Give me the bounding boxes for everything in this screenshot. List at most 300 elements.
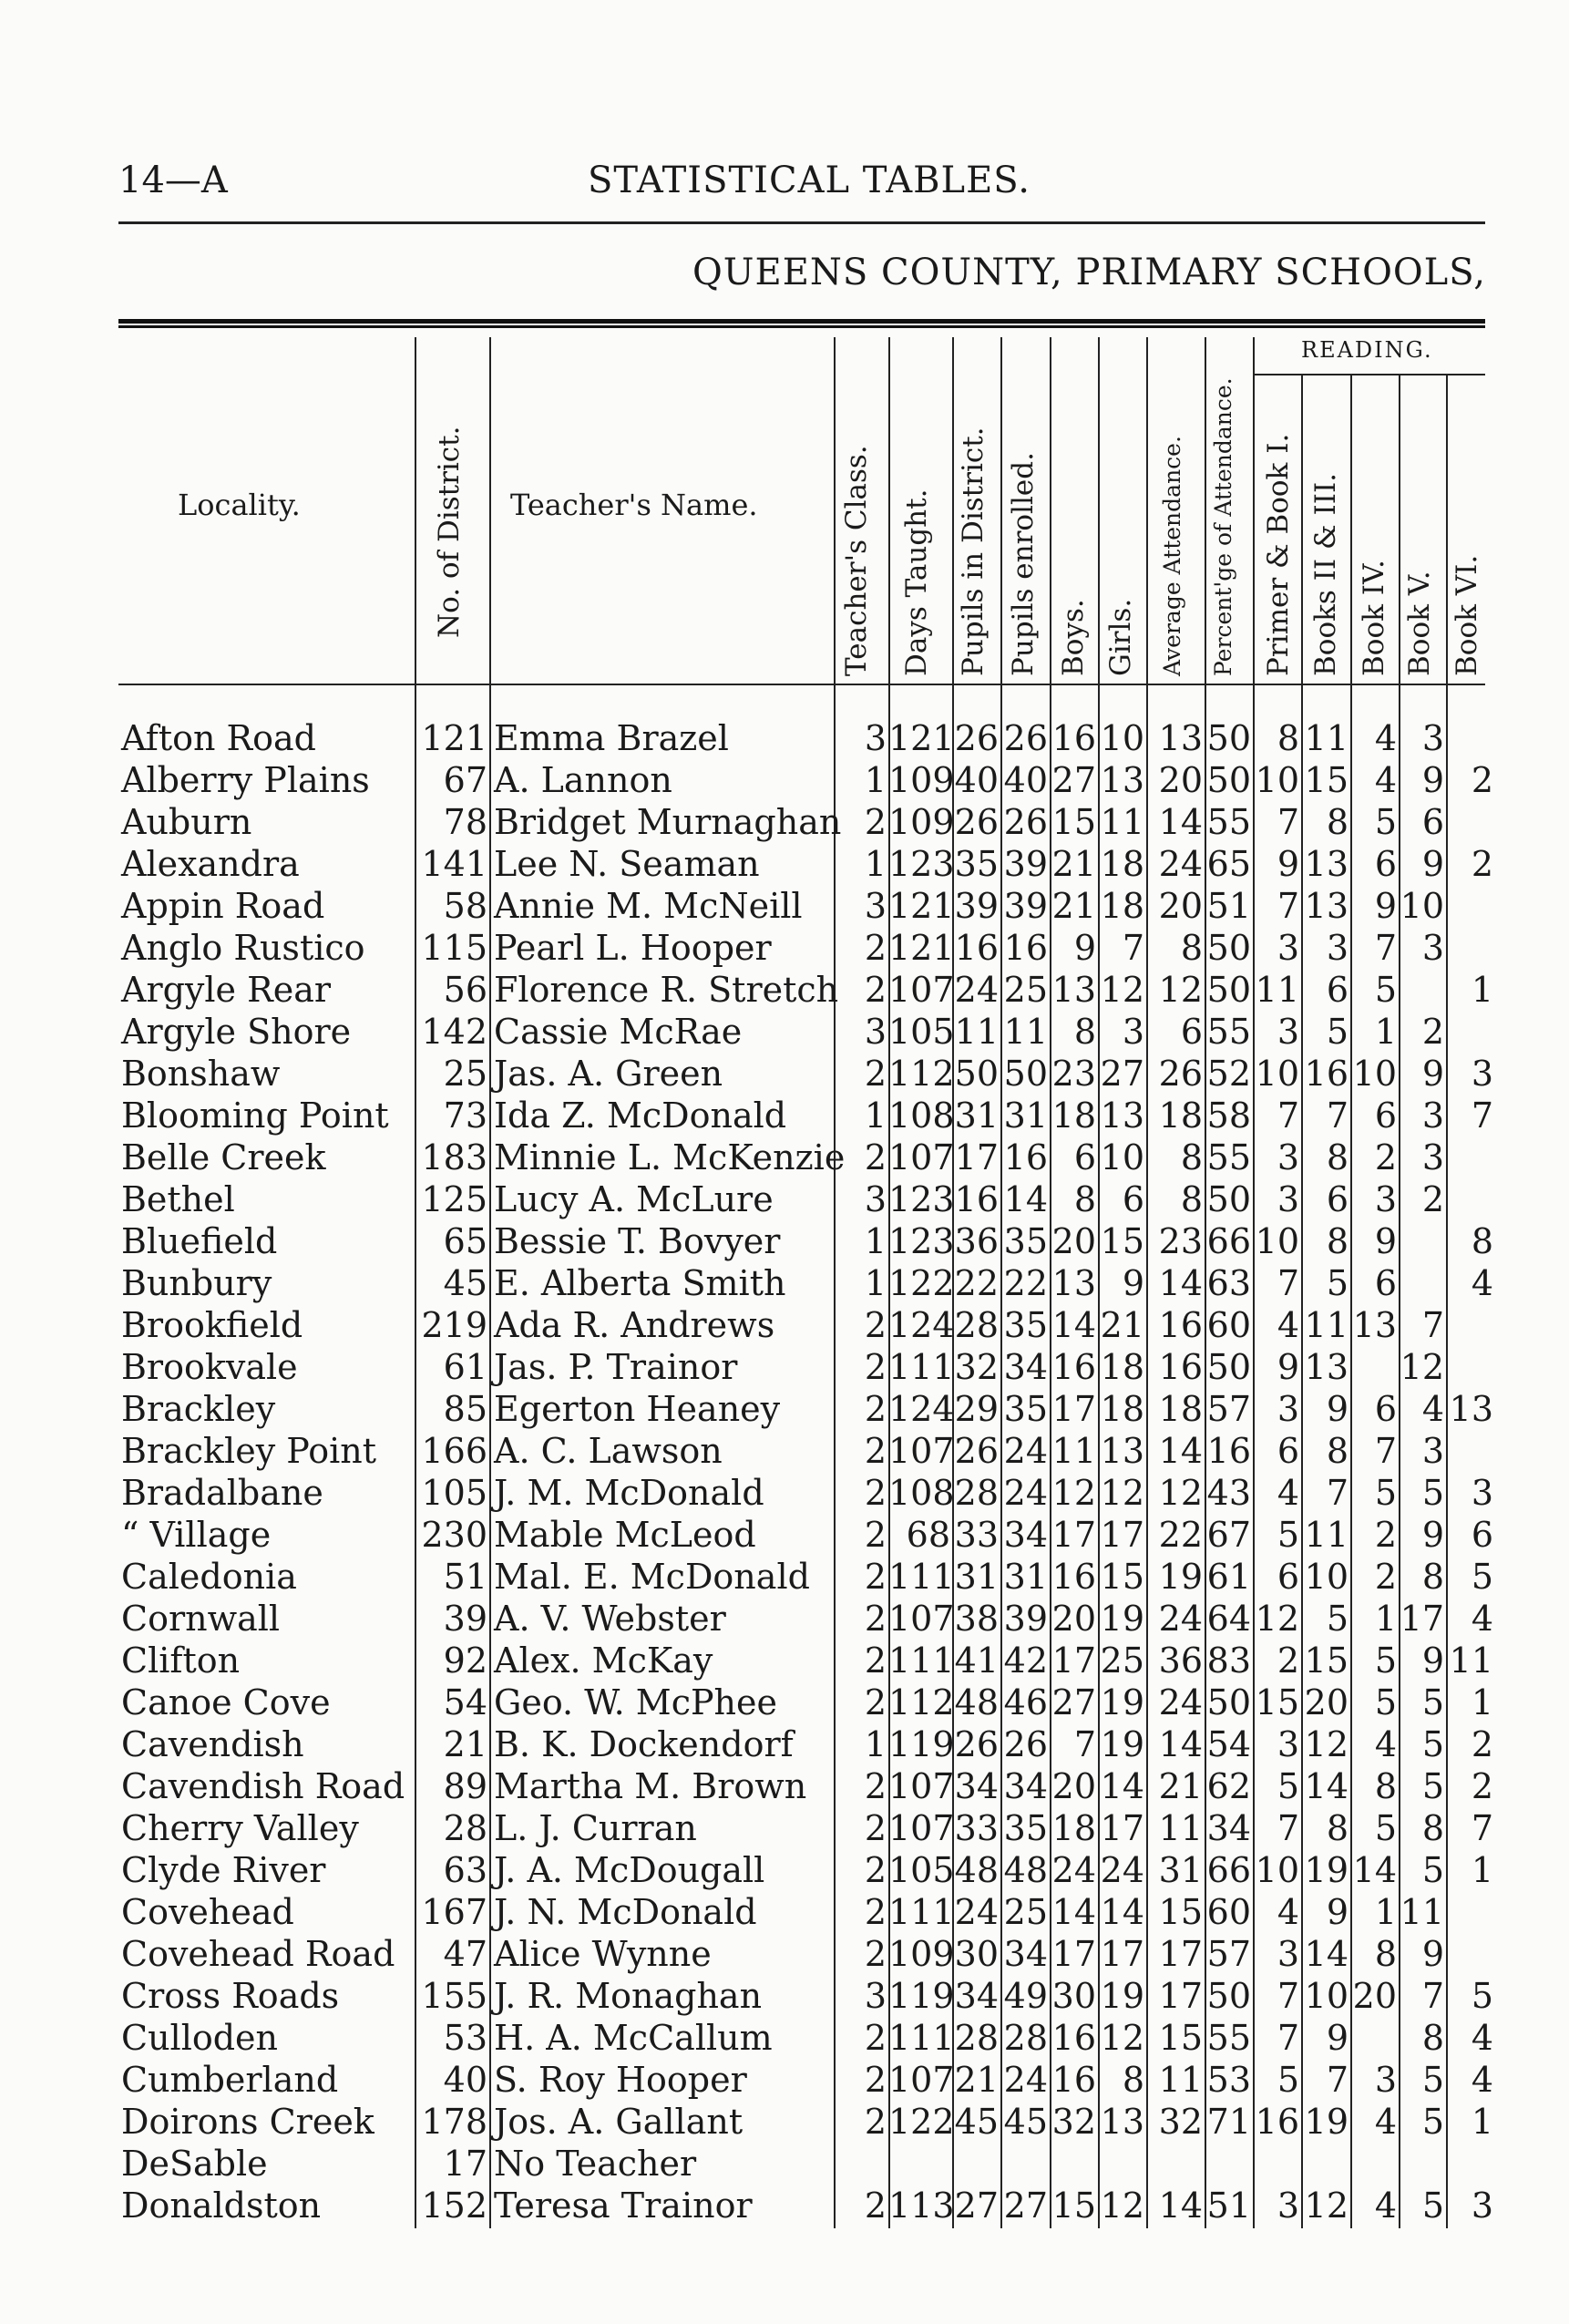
cell-pupils-enrolled: 16 xyxy=(1003,1137,1048,1177)
cell-teacher: J. M. McDonald xyxy=(494,1473,764,1513)
col-header-book-5: Book V. xyxy=(1403,571,1436,676)
cell-days-taught: 112 xyxy=(888,1682,955,1722)
cell-teacher-class: 2 xyxy=(864,1305,887,1345)
cell-pupils-enrolled: 26 xyxy=(1003,1724,1048,1764)
cell-book-4: 7 xyxy=(1374,1431,1397,1471)
cell-days-taught: 121 xyxy=(888,928,955,968)
cell-boys: 20 xyxy=(1051,1221,1096,1261)
cell-district: 40 xyxy=(443,2060,487,2100)
cell-percentage-attendance: 63 xyxy=(1206,1263,1251,1303)
cell-book-5: 9 xyxy=(1421,844,1444,884)
cell-teacher: Ada R. Andrews xyxy=(494,1305,775,1345)
cell-teacher: A. Lannon xyxy=(494,760,672,800)
table-row xyxy=(0,1430,1569,1472)
table-row xyxy=(0,1220,1569,1262)
cell-teacher-class: 2 xyxy=(864,1892,887,1932)
cell-average-attendance: 15 xyxy=(1158,2018,1203,2058)
table-row xyxy=(0,1346,1569,1388)
cell-pupils-district: 24 xyxy=(954,970,999,1010)
cell-pupils-enrolled: 39 xyxy=(1003,844,1048,884)
cell-pupils-district: 36 xyxy=(954,1221,999,1261)
cell-boys: 16 xyxy=(1051,718,1096,758)
cell-average-attendance: 23 xyxy=(1158,1221,1203,1261)
cell-teacher: H. A. McCallum xyxy=(494,2018,773,2058)
cell-books-2-3: 5 xyxy=(1326,1012,1349,1052)
col-header-average-attendance: Average Attendance. xyxy=(1159,436,1185,676)
cell-days-taught: 123 xyxy=(888,1179,955,1219)
cell-books-2-3: 12 xyxy=(1304,1724,1349,1764)
cell-books-2-3: 16 xyxy=(1304,1054,1349,1094)
cell-books-2-3: 13 xyxy=(1304,886,1349,926)
cell-locality: Bradalbane xyxy=(121,1473,323,1513)
cell-book-5: 2 xyxy=(1421,1179,1444,1219)
cell-days-taught: 122 xyxy=(888,2102,955,2142)
cell-girls: 19 xyxy=(1100,1599,1144,1639)
cell-average-attendance: 8 xyxy=(1180,928,1203,968)
cell-teacher-class: 2 xyxy=(864,2102,887,2142)
table-row xyxy=(0,927,1569,969)
cell-pupils-district: 26 xyxy=(954,718,999,758)
cell-district: 121 xyxy=(421,718,487,758)
cell-district: 141 xyxy=(421,844,487,884)
cell-boys: 15 xyxy=(1051,2185,1096,2226)
table-row xyxy=(0,1178,1569,1220)
cell-books-2-3: 7 xyxy=(1326,1095,1349,1136)
cell-locality: Blooming Point xyxy=(121,1095,389,1136)
cell-book-4: 2 xyxy=(1374,1137,1397,1177)
cell-pupils-enrolled: 50 xyxy=(1003,1054,1048,1094)
page-number: 14—A xyxy=(118,159,228,201)
cell-district: 39 xyxy=(443,1599,487,1639)
cell-boys: 7 xyxy=(1073,1724,1096,1764)
table-row xyxy=(0,969,1569,1011)
cell-district: 155 xyxy=(421,1976,487,2016)
table-row xyxy=(0,1849,1569,1891)
cell-pupils-district: 21 xyxy=(954,2060,999,2100)
cell-teacher-class: 2 xyxy=(864,1347,887,1387)
cell-book-4: 4 xyxy=(1374,718,1397,758)
cell-district: 183 xyxy=(421,1137,487,1177)
cell-teacher-class: 3 xyxy=(864,1976,887,2016)
cell-book-5: 5 xyxy=(1421,1850,1444,1890)
cell-locality: Brookfield xyxy=(121,1305,303,1345)
cell-district: 65 xyxy=(443,1221,487,1261)
cell-percentage-attendance: 43 xyxy=(1206,1473,1251,1513)
table-row xyxy=(0,1723,1569,1765)
cell-pupils-district: 33 xyxy=(954,1808,999,1848)
cell-pupils-district: 39 xyxy=(954,886,999,926)
cell-book-6: 11 xyxy=(1449,1640,1493,1681)
table-row xyxy=(0,843,1569,885)
col-header-boys: Boys. xyxy=(1057,599,1090,676)
cell-pupils-district: 26 xyxy=(954,1431,999,1471)
cell-days-taught: 123 xyxy=(888,844,955,884)
cell-pupils-enrolled: 34 xyxy=(1003,1934,1048,1974)
cell-days-taught: 111 xyxy=(888,1892,955,1932)
cell-locality: Cherry Valley xyxy=(121,1808,359,1848)
cell-teacher: Lucy A. McLure xyxy=(494,1179,774,1219)
cell-girls: 11 xyxy=(1100,802,1144,842)
cell-girls: 10 xyxy=(1100,718,1144,758)
cell-teacher-class: 1 xyxy=(864,760,887,800)
cell-book-5: 3 xyxy=(1421,1137,1444,1177)
cell-pupils-enrolled: 24 xyxy=(1003,2060,1048,2100)
cell-book-4: 6 xyxy=(1374,844,1397,884)
cell-girls: 15 xyxy=(1100,1221,1144,1261)
cell-books-2-3: 8 xyxy=(1326,1431,1349,1471)
cell-book-5: 5 xyxy=(1421,1724,1444,1764)
cell-average-attendance: 16 xyxy=(1158,1305,1203,1345)
cell-primer-book-1: 3 xyxy=(1277,1179,1299,1219)
cell-book-5: 7 xyxy=(1421,1976,1444,2016)
cell-primer-book-1: 6 xyxy=(1277,1557,1299,1597)
cell-book-4: 4 xyxy=(1374,760,1397,800)
cell-pupils-enrolled: 34 xyxy=(1003,1766,1048,1806)
col-header-days-taught: Days Taught. xyxy=(900,488,933,676)
cell-percentage-attendance: 55 xyxy=(1206,1012,1251,1052)
table-row xyxy=(0,1011,1569,1053)
cell-percentage-attendance: 83 xyxy=(1206,1640,1251,1681)
cell-average-attendance: 24 xyxy=(1158,844,1203,884)
cell-primer-book-1: 9 xyxy=(1277,1347,1299,1387)
cell-book-5: 9 xyxy=(1421,1934,1444,1974)
cell-days-taught: 105 xyxy=(888,1850,955,1890)
cell-primer-book-1: 5 xyxy=(1277,2060,1299,2100)
cell-book-4: 6 xyxy=(1374,1263,1397,1303)
cell-percentage-attendance: 55 xyxy=(1206,2018,1251,2058)
cell-boys: 17 xyxy=(1051,1640,1096,1681)
cell-percentage-attendance: 55 xyxy=(1206,802,1251,842)
cell-book-4: 3 xyxy=(1374,2060,1397,2100)
table-row xyxy=(0,1388,1569,1430)
cell-boys: 9 xyxy=(1073,928,1096,968)
cell-books-2-3: 7 xyxy=(1326,2060,1349,2100)
cell-district: 58 xyxy=(443,886,487,926)
cell-boys: 17 xyxy=(1051,1389,1096,1429)
cell-girls: 14 xyxy=(1100,1766,1144,1806)
cell-girls: 14 xyxy=(1100,1892,1144,1932)
cell-average-attendance: 17 xyxy=(1158,1934,1203,1974)
cell-teacher-class: 2 xyxy=(864,1640,887,1681)
cell-book-6: 4 xyxy=(1471,2060,1493,2100)
cell-locality: Covehead Road xyxy=(121,1934,395,1974)
cell-books-2-3: 11 xyxy=(1304,1515,1349,1555)
cell-district: 152 xyxy=(421,2185,487,2226)
cell-average-attendance: 18 xyxy=(1158,1095,1203,1136)
cell-district: 78 xyxy=(443,802,487,842)
cell-district: 67 xyxy=(443,760,487,800)
cell-book-4: 20 xyxy=(1352,1976,1397,2016)
cell-days-taught: 109 xyxy=(888,802,955,842)
cell-days-taught: 108 xyxy=(888,1095,955,1136)
cell-book-5: 5 xyxy=(1421,1682,1444,1722)
cell-boys: 18 xyxy=(1051,1808,1096,1848)
cell-pupils-district: 34 xyxy=(954,1976,999,2016)
cell-teacher: J. A. McDougall xyxy=(494,1850,765,1890)
cell-average-attendance: 13 xyxy=(1158,718,1203,758)
cell-books-2-3: 20 xyxy=(1304,1682,1349,1722)
col-header-percentage-attendance: Percent'ge of Attendance. xyxy=(1210,377,1236,676)
cell-locality: Belle Creek xyxy=(121,1137,326,1177)
cell-percentage-attendance: 50 xyxy=(1206,970,1251,1010)
cell-days-taught: 107 xyxy=(888,1137,955,1177)
cell-books-2-3: 9 xyxy=(1326,1892,1349,1932)
cell-district: 89 xyxy=(443,1766,487,1806)
table-row xyxy=(0,2017,1569,2059)
cell-book-5: 6 xyxy=(1421,802,1444,842)
cell-percentage-attendance: 54 xyxy=(1206,1724,1251,1764)
cell-primer-book-1: 16 xyxy=(1255,2102,1299,2142)
cell-teacher-class: 2 xyxy=(864,1682,887,1722)
cell-girls: 13 xyxy=(1100,1095,1144,1136)
cell-pupils-enrolled: 35 xyxy=(1003,1808,1048,1848)
cell-boys: 21 xyxy=(1051,886,1096,926)
cell-teacher: Lee N. Seaman xyxy=(494,844,760,884)
cell-pupils-district: 32 xyxy=(954,1347,999,1387)
cell-girls: 17 xyxy=(1100,1515,1144,1555)
cell-book-6: 1 xyxy=(1471,1850,1493,1890)
cell-average-attendance: 24 xyxy=(1158,1599,1203,1639)
cell-book-6: 1 xyxy=(1471,970,1493,1010)
cell-locality: Cornwall xyxy=(121,1599,281,1639)
cell-pupils-enrolled: 11 xyxy=(1003,1012,1048,1052)
cell-girls: 13 xyxy=(1100,1431,1144,1471)
cell-girls: 18 xyxy=(1100,886,1144,926)
cell-percentage-attendance: 61 xyxy=(1206,1557,1251,1597)
col-header-teacher: Teacher's Name. xyxy=(510,488,758,522)
table-row xyxy=(0,2143,1569,2185)
cell-pupils-district: 38 xyxy=(954,1599,999,1639)
cell-percentage-attendance: 50 xyxy=(1206,1682,1251,1722)
table-row xyxy=(0,1136,1569,1178)
cell-book-5: 5 xyxy=(1421,2185,1444,2226)
cell-boys: 30 xyxy=(1051,1976,1096,2016)
cell-pupils-district: 28 xyxy=(954,2018,999,2058)
cell-locality: Bonshaw xyxy=(121,1054,281,1094)
cell-pupils-enrolled: 35 xyxy=(1003,1305,1048,1345)
cell-book-5: 3 xyxy=(1421,928,1444,968)
cell-book-4: 5 xyxy=(1374,802,1397,842)
cell-teacher-class: 1 xyxy=(864,1724,887,1764)
cell-district: 178 xyxy=(421,2102,487,2142)
cell-pupils-enrolled: 49 xyxy=(1003,1976,1048,2016)
cell-girls: 7 xyxy=(1122,928,1144,968)
cell-boys: 17 xyxy=(1051,1934,1096,1974)
cell-locality: Cumberland xyxy=(121,2060,339,2100)
cell-percentage-attendance: 50 xyxy=(1206,928,1251,968)
table-row xyxy=(0,2101,1569,2143)
cell-teacher: Mal. E. McDonald xyxy=(494,1557,810,1597)
cell-books-2-3: 12 xyxy=(1304,2185,1349,2226)
cell-books-2-3: 19 xyxy=(1304,2102,1349,2142)
cell-books-2-3: 8 xyxy=(1326,802,1349,842)
cell-days-taught: 111 xyxy=(888,1557,955,1597)
header-bottom-rule xyxy=(118,684,1485,685)
cell-pupils-district: 34 xyxy=(954,1766,999,1806)
table-row xyxy=(0,1807,1569,1849)
cell-teacher-class: 2 xyxy=(864,2018,887,2058)
cell-percentage-attendance: 50 xyxy=(1206,718,1251,758)
cell-book-5: 9 xyxy=(1421,1054,1444,1094)
cell-boys: 16 xyxy=(1051,2018,1096,2058)
cell-percentage-attendance: 65 xyxy=(1206,844,1251,884)
cell-district: 125 xyxy=(421,1179,487,1219)
cell-days-taught: 111 xyxy=(888,1640,955,1681)
cell-book-5: 3 xyxy=(1421,1431,1444,1471)
cell-boys: 32 xyxy=(1051,2102,1096,2142)
cell-teacher-class: 2 xyxy=(864,1808,887,1848)
cell-teacher-class: 2 xyxy=(864,1431,887,1471)
cell-locality: Argyle Rear xyxy=(121,970,332,1010)
cell-pupils-enrolled: 28 xyxy=(1003,2018,1048,2058)
cell-book-4: 14 xyxy=(1352,1850,1397,1890)
cell-boys: 16 xyxy=(1051,1557,1096,1597)
cell-books-2-3: 10 xyxy=(1304,1557,1349,1597)
col-header-book-4: Book IV. xyxy=(1358,560,1390,676)
cell-books-2-3: 14 xyxy=(1304,1934,1349,1974)
cell-book-4: 2 xyxy=(1374,1557,1397,1597)
cell-primer-book-1: 6 xyxy=(1277,1431,1299,1471)
cell-average-attendance: 21 xyxy=(1158,1766,1203,1806)
cell-average-attendance: 11 xyxy=(1158,2060,1203,2100)
cell-teacher: Alex. McKay xyxy=(494,1640,713,1681)
cell-primer-book-1: 7 xyxy=(1277,1263,1299,1303)
cell-days-taught: 122 xyxy=(888,1263,955,1303)
cell-primer-book-1: 11 xyxy=(1255,970,1299,1010)
cell-district: 17 xyxy=(443,2144,487,2184)
cell-days-taught: 123 xyxy=(888,1221,955,1261)
cell-book-6: 2 xyxy=(1471,844,1493,884)
cell-pupils-enrolled: 35 xyxy=(1003,1389,1048,1429)
cell-primer-book-1: 15 xyxy=(1255,1682,1299,1722)
cell-locality: Brookvale xyxy=(121,1347,298,1387)
cell-primer-book-1: 10 xyxy=(1255,760,1299,800)
col-header-books-2-3: Books II & III. xyxy=(1309,472,1342,676)
col-header-district: No. of District. xyxy=(433,426,466,638)
cell-teacher-class: 2 xyxy=(864,1934,887,1974)
cell-average-attendance: 15 xyxy=(1158,1892,1203,1932)
cell-book-6: 5 xyxy=(1471,1976,1493,2016)
cell-pupils-enrolled: 25 xyxy=(1003,1892,1048,1932)
cell-locality: Argyle Shore xyxy=(121,1012,352,1052)
cell-girls: 3 xyxy=(1122,1012,1144,1052)
cell-days-taught: 107 xyxy=(888,970,955,1010)
cell-average-attendance: 14 xyxy=(1158,2185,1203,2226)
cell-locality: Cavendish Road xyxy=(121,1766,405,1806)
cell-pupils-enrolled: 24 xyxy=(1003,1473,1048,1513)
cell-girls: 18 xyxy=(1100,844,1144,884)
col-header-girls: Girls. xyxy=(1104,598,1137,676)
cell-district: 45 xyxy=(443,1263,487,1303)
cell-percentage-attendance: 60 xyxy=(1206,1892,1251,1932)
cell-locality: Anglo Rustico xyxy=(121,928,365,968)
cell-locality: Bunbury xyxy=(121,1263,272,1303)
cell-girls: 12 xyxy=(1100,1473,1144,1513)
cell-teacher-class: 3 xyxy=(864,886,887,926)
cell-books-2-3: 5 xyxy=(1326,1263,1349,1303)
cell-teacher: Teresa Trainor xyxy=(494,2185,753,2226)
cell-teacher: Jas. A. Green xyxy=(494,1054,723,1094)
cell-average-attendance: 20 xyxy=(1158,886,1203,926)
cell-average-attendance: 19 xyxy=(1158,1557,1203,1597)
cell-book-6: 2 xyxy=(1471,1724,1493,1764)
cell-average-attendance: 20 xyxy=(1158,760,1203,800)
cell-girls: 18 xyxy=(1100,1389,1144,1429)
cell-pupils-district: 29 xyxy=(954,1389,999,1429)
cell-average-attendance: 32 xyxy=(1158,2102,1203,2142)
cell-book-5: 17 xyxy=(1400,1599,1444,1639)
cell-books-2-3: 6 xyxy=(1326,1179,1349,1219)
cell-teacher: L. J. Curran xyxy=(494,1808,697,1848)
cell-boys: 12 xyxy=(1051,1473,1096,1513)
cell-book-4: 4 xyxy=(1374,1724,1397,1764)
cell-primer-book-1: 8 xyxy=(1277,718,1299,758)
cell-locality: Bethel xyxy=(121,1179,235,1219)
cell-pupils-district: 16 xyxy=(954,928,999,968)
cell-primer-book-1: 10 xyxy=(1255,1850,1299,1890)
cell-days-taught: 107 xyxy=(888,1766,955,1806)
cell-book-4: 5 xyxy=(1374,1808,1397,1848)
cell-book-4: 6 xyxy=(1374,1389,1397,1429)
cell-teacher: Cassie McRae xyxy=(494,1012,743,1052)
cell-teacher: J. N. McDonald xyxy=(494,1892,757,1932)
cell-book-6: 1 xyxy=(1471,1682,1493,1722)
cell-average-attendance: 12 xyxy=(1158,970,1203,1010)
cell-book-5: 10 xyxy=(1400,886,1444,926)
cell-district: 28 xyxy=(443,1808,487,1848)
cell-pupils-district: 40 xyxy=(954,760,999,800)
cell-teacher: Emma Brazel xyxy=(494,718,729,758)
cell-locality: Clifton xyxy=(121,1640,241,1681)
cell-girls: 13 xyxy=(1100,2102,1144,2142)
cell-boys: 27 xyxy=(1051,760,1096,800)
cell-average-attendance: 14 xyxy=(1158,1431,1203,1471)
table-row xyxy=(0,1598,1569,1640)
cell-percentage-attendance: 64 xyxy=(1206,1599,1251,1639)
cell-average-attendance: 14 xyxy=(1158,802,1203,842)
cell-girls: 19 xyxy=(1100,1976,1144,2016)
cell-teacher: Mable McLeod xyxy=(494,1515,756,1555)
cell-primer-book-1: 3 xyxy=(1277,1137,1299,1177)
cell-percentage-attendance: 50 xyxy=(1206,1976,1251,2016)
cell-pupils-enrolled: 48 xyxy=(1003,1850,1048,1890)
cell-boys: 23 xyxy=(1051,1054,1096,1094)
cell-primer-book-1: 2 xyxy=(1277,1640,1299,1681)
cell-book-6: 4 xyxy=(1471,2018,1493,2058)
cell-percentage-attendance: 60 xyxy=(1206,1305,1251,1345)
cell-percentage-attendance: 50 xyxy=(1206,760,1251,800)
cell-teacher: Jos. A. Gallant xyxy=(494,2102,743,2142)
cell-girls: 9 xyxy=(1122,1263,1144,1303)
cell-book-5: 4 xyxy=(1421,1389,1444,1429)
cell-teacher-class: 1 xyxy=(864,1095,887,1136)
table-subtitle: QUEENS COUNTY, PRIMARY SCHOOLS, xyxy=(692,252,1486,293)
cell-books-2-3: 3 xyxy=(1326,928,1349,968)
cell-book-5: 2 xyxy=(1421,1012,1444,1052)
cell-book-4: 2 xyxy=(1374,1515,1397,1555)
cell-girls: 21 xyxy=(1100,1305,1144,1345)
cell-pupils-district: 30 xyxy=(954,1934,999,1974)
cell-book-5: 3 xyxy=(1421,1095,1444,1136)
cell-district: 142 xyxy=(421,1012,487,1052)
cell-days-taught: 124 xyxy=(888,1305,955,1345)
col-header-book-6: Book VI. xyxy=(1451,554,1483,676)
cell-days-taught: 121 xyxy=(888,718,955,758)
cell-primer-book-1: 3 xyxy=(1277,1389,1299,1429)
cell-girls: 6 xyxy=(1122,1179,1144,1219)
cell-book-6: 2 xyxy=(1471,1766,1493,1806)
cell-boys: 6 xyxy=(1073,1137,1096,1177)
